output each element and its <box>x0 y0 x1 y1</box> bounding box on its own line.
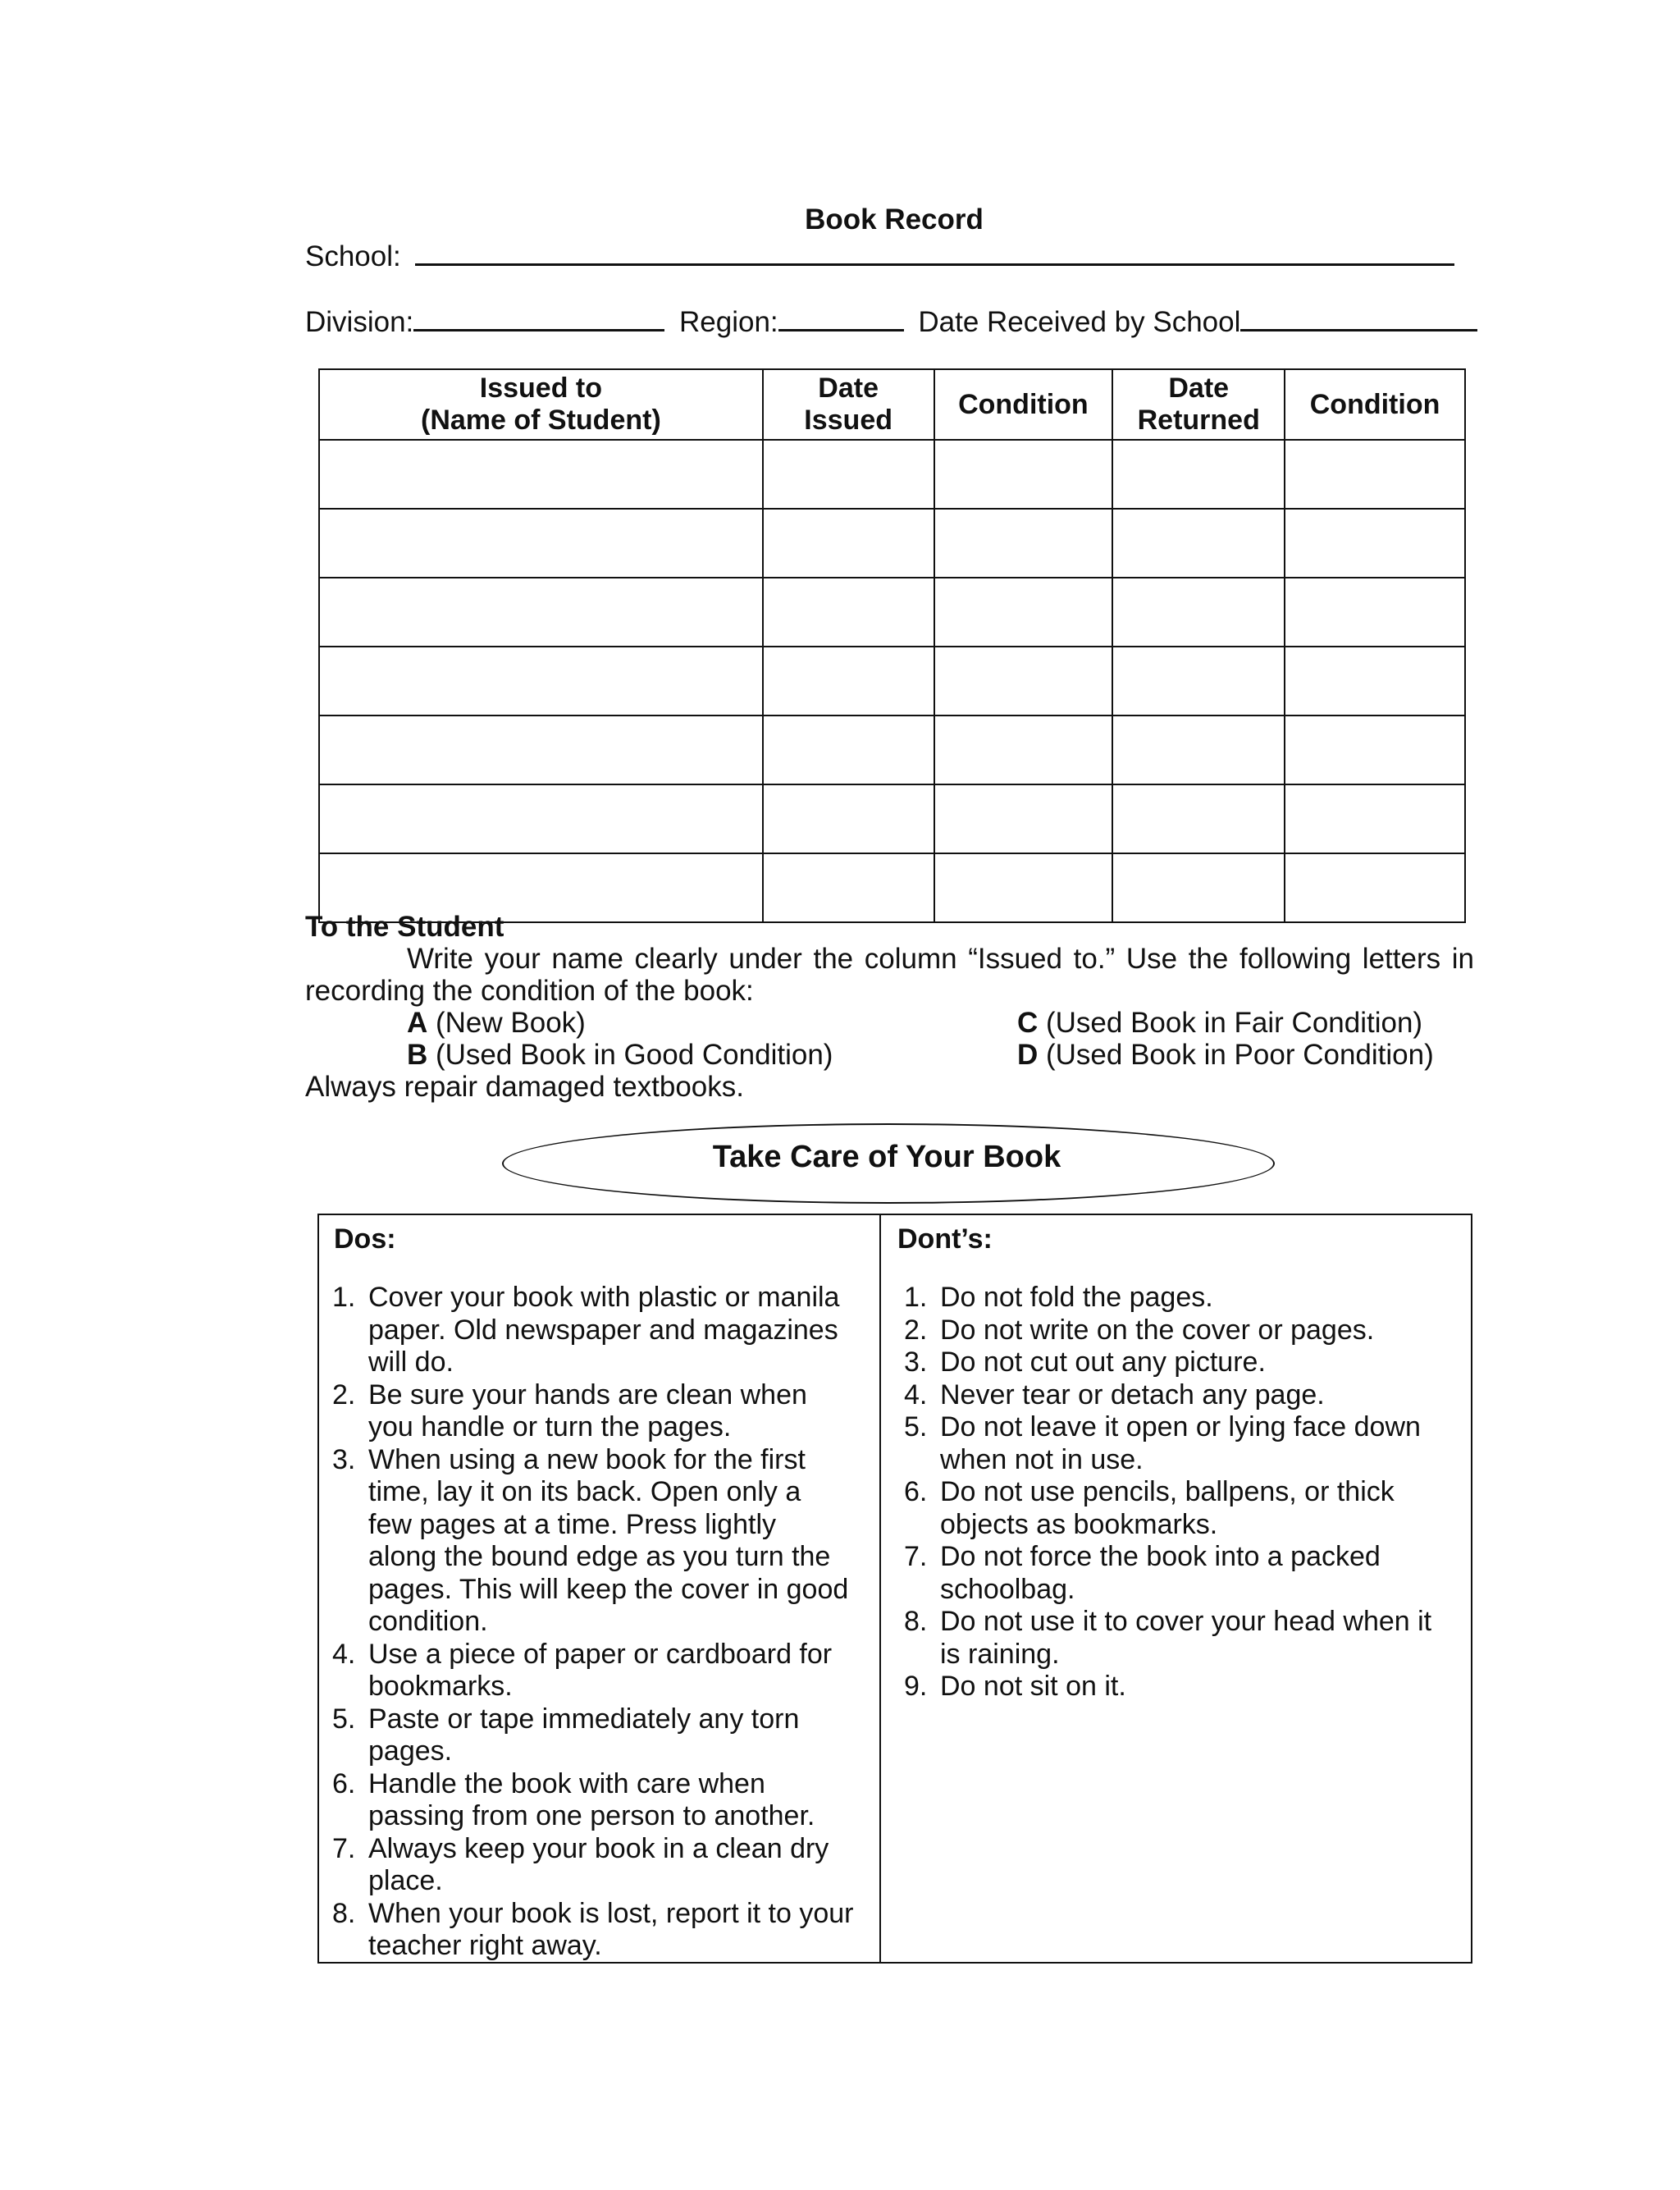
column-divider <box>879 1215 881 1962</box>
donts-heading: Dont’s: <box>897 1223 993 1255</box>
condition-legend-row-2 <box>305 1039 1474 1071</box>
date-issued-cell[interactable] <box>763 509 934 578</box>
list-item-line: will do. <box>368 1346 454 1378</box>
condition-cell[interactable] <box>934 578 1113 647</box>
list-item-line: Do not fold the pages. <box>940 1282 1213 1313</box>
list-item-number: 6. <box>332 1767 356 1799</box>
date-received-field[interactable] <box>1240 303 1477 331</box>
list-item-line: Use a piece of paper or cardboard for <box>368 1638 833 1670</box>
list-item-line: passing from one person to another. <box>368 1800 815 1831</box>
list-item-number: 1. <box>332 1282 356 1313</box>
list-item-number: 6. <box>904 1476 928 1507</box>
donts-list <box>904 1282 1470 1703</box>
dos-list <box>332 1282 874 1963</box>
date-returned-cell[interactable] <box>1112 784 1285 853</box>
list-item-line: pages. <box>368 1735 453 1767</box>
list-item-line: Always keep your book in a clean dry <box>368 1832 829 1864</box>
list-item-line: is raining. <box>940 1638 1060 1670</box>
list-item-line: objects as bookmarks. <box>940 1508 1218 1540</box>
condition-cell[interactable] <box>934 509 1113 578</box>
list-item-number: 1. <box>904 1282 928 1313</box>
date-issued-cell[interactable] <box>763 440 934 509</box>
header-condition-returned: Condition <box>1285 369 1465 440</box>
table-row <box>319 716 1465 784</box>
dos-item <box>332 1444 874 1639</box>
dos-item <box>332 1833 874 1898</box>
donts-item <box>904 1411 1470 1476</box>
page-title: Book Record <box>805 203 984 235</box>
date-issued-cell[interactable] <box>763 716 934 784</box>
list-item-line: Cover your book with plastic or manila <box>368 1282 840 1313</box>
list-item-number: 3. <box>332 1443 356 1475</box>
date-returned-cell[interactable] <box>1112 578 1285 647</box>
region-field[interactable] <box>778 303 904 331</box>
care-box <box>317 1214 1472 1964</box>
dos-heading: Dos: <box>334 1223 396 1255</box>
list-item-line: pages. This will keep the cover in good <box>368 1573 849 1605</box>
legend-a: A (New Book) <box>407 1007 586 1039</box>
legend-b: B (Used Book in Good Condition) <box>407 1039 833 1071</box>
header-condition-issued: Condition <box>934 369 1113 440</box>
list-item-number: 4. <box>332 1638 356 1670</box>
dos-item <box>332 1282 874 1379</box>
list-item-line: Do not use it to cover your head when it <box>940 1606 1432 1637</box>
list-item-number: 5. <box>332 1703 356 1735</box>
dos-item <box>332 1703 874 1768</box>
date-returned-cell[interactable] <box>1112 509 1285 578</box>
division-label: Division: <box>305 306 414 338</box>
date-issued-cell[interactable] <box>763 647 934 716</box>
list-item-line: Do not cut out any picture. <box>940 1346 1266 1378</box>
issued-to-cell[interactable] <box>319 440 763 509</box>
list-item-line: When using a new book for the first <box>368 1443 806 1475</box>
school-line <box>305 237 1454 273</box>
list-item-line: Do not sit on it. <box>940 1671 1126 1702</box>
list-item-line: Never tear or detach any page. <box>940 1378 1325 1410</box>
list-item-line: teacher right away. <box>368 1930 602 1961</box>
list-item-line: Do not use pencils, ballpens, or thick <box>940 1476 1395 1507</box>
dos-item <box>332 1768 874 1833</box>
legend-c: C (Used Book in Fair Condition) <box>1017 1007 1423 1039</box>
condition-cell[interactable] <box>1285 784 1465 853</box>
condition-cell[interactable] <box>934 440 1113 509</box>
list-item-number: 2. <box>904 1314 928 1346</box>
date-returned-cell[interactable] <box>1112 440 1285 509</box>
donts-item <box>904 1282 1470 1314</box>
date-returned-cell[interactable] <box>1112 647 1285 716</box>
care-title: Take Care of Your Book <box>712 1140 1061 1174</box>
list-item-line: Be sure your hands are clean when <box>368 1378 807 1410</box>
list-item-line: Handle the book with care when <box>368 1767 765 1799</box>
list-item-number: 2. <box>332 1378 356 1410</box>
table-row <box>319 784 1465 853</box>
region-label: Region: <box>679 306 778 338</box>
donts-item <box>904 1314 1470 1347</box>
list-item-line: paper. Old newspaper and magazines <box>368 1314 838 1346</box>
list-item-number: 9. <box>904 1671 928 1702</box>
donts-item <box>904 1671 1470 1703</box>
dos-item <box>332 1379 874 1444</box>
student-instructions <box>305 911 1474 1103</box>
list-item-number: 8. <box>332 1897 356 1929</box>
division-field[interactable] <box>413 303 664 331</box>
list-item-number: 5. <box>904 1411 928 1442</box>
date-received-label: Date Received by School <box>918 306 1241 338</box>
table-row <box>319 647 1465 716</box>
dos-item <box>332 1898 874 1963</box>
condition-legend-row-1 <box>305 1007 1474 1039</box>
student-heading: To the Student <box>305 911 504 943</box>
list-item-line: few pages at a time. Press lightly <box>368 1508 777 1540</box>
legend-d: D (Used Book in Poor Condition) <box>1017 1039 1434 1071</box>
condition-cell[interactable] <box>1285 578 1465 647</box>
condition-cell[interactable] <box>934 716 1113 784</box>
date-issued-cell[interactable] <box>763 578 934 647</box>
list-item-number: 8. <box>904 1606 928 1637</box>
school-field[interactable] <box>415 237 1454 266</box>
condition-cell[interactable] <box>934 784 1113 853</box>
table-row <box>319 578 1465 647</box>
table-row <box>319 509 1465 578</box>
list-item-number: 7. <box>332 1832 356 1864</box>
condition-cell[interactable] <box>1285 509 1465 578</box>
dos-item <box>332 1639 874 1703</box>
school-label: School: <box>305 240 401 272</box>
list-item-line: Do not leave it open or lying face down <box>940 1411 1421 1442</box>
donts-item <box>904 1541 1470 1606</box>
book-record-table <box>318 368 1466 923</box>
list-item-line: When your book is lost, report it to your <box>368 1897 854 1929</box>
issued-to-cell[interactable] <box>319 716 763 784</box>
issued-to-cell[interactable] <box>319 784 763 853</box>
list-item-line: schoolbag. <box>940 1573 1075 1605</box>
repair-note: Always repair damaged textbooks. <box>305 1071 744 1103</box>
list-item-line: place. <box>368 1865 443 1896</box>
list-item-line: when not in use. <box>940 1443 1144 1475</box>
table-row <box>319 440 1465 509</box>
list-item-number: 7. <box>904 1541 928 1572</box>
donts-item <box>904 1606 1470 1671</box>
condition-cell[interactable] <box>1285 440 1465 509</box>
header-issued-to: Issued to (Name of Student) <box>319 369 763 440</box>
list-item-line: Do not write on the cover or pages. <box>940 1314 1375 1346</box>
issued-to-cell[interactable] <box>319 509 763 578</box>
condition-cell[interactable] <box>1285 716 1465 784</box>
instructions-line-1: Write your name clearly under the column “Issued to.” Use the following letters in <box>407 943 1474 975</box>
header-date-returned: Date Returned <box>1112 369 1285 440</box>
date-issued-cell[interactable] <box>763 784 934 853</box>
donts-item <box>904 1379 1470 1412</box>
list-item-line: Do not force the book into a packed <box>940 1541 1381 1572</box>
donts-item <box>904 1346 1470 1379</box>
donts-item <box>904 1476 1470 1541</box>
header-date-issued: Date Issued <box>763 369 934 440</box>
instructions-line-2: recording the condition of the book: <box>305 975 754 1007</box>
list-item-line: you handle or turn the pages. <box>368 1411 732 1442</box>
division-line <box>305 303 1477 339</box>
date-returned-cell[interactable] <box>1112 716 1285 784</box>
list-item-line: time, lay it on its back. Open only a <box>368 1476 801 1507</box>
issued-to-cell[interactable] <box>319 647 763 716</box>
list-item-number: 3. <box>904 1346 928 1378</box>
list-item-number: 4. <box>904 1378 928 1410</box>
condition-cell[interactable] <box>934 647 1113 716</box>
condition-cell[interactable] <box>1285 647 1465 716</box>
list-item-line: Paste or tape immediately any torn <box>368 1703 800 1735</box>
issued-to-cell[interactable] <box>319 578 763 647</box>
list-item-line: along the bound edge as you turn the <box>368 1541 831 1572</box>
list-item-line: bookmarks. <box>368 1671 513 1702</box>
list-item-line: condition. <box>368 1606 488 1637</box>
